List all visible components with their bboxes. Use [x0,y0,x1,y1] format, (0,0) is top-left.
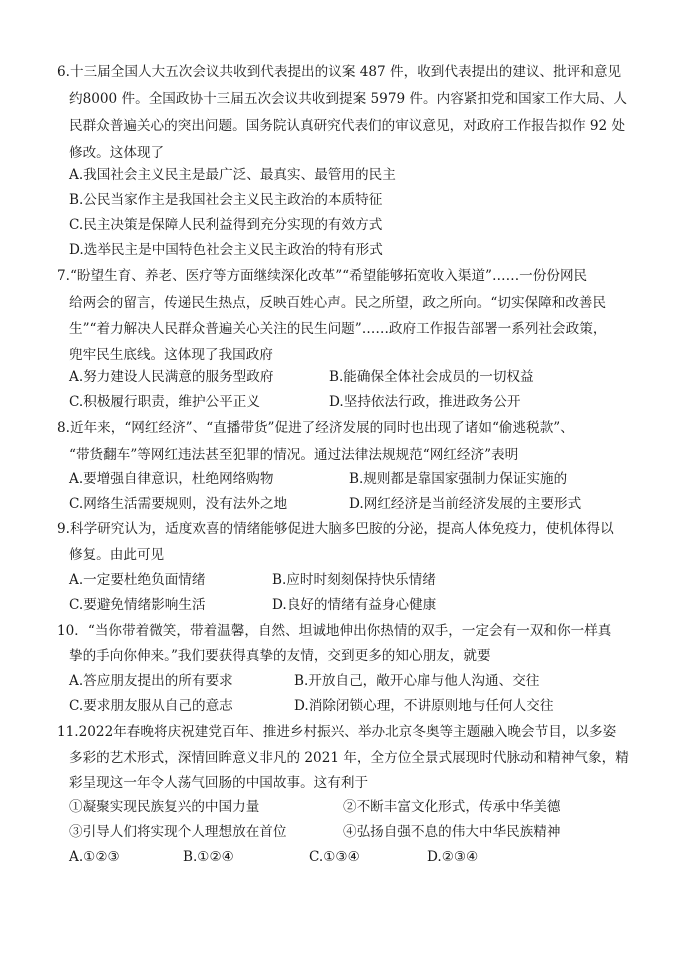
q8-option-a: A.要增强自律意识，杜绝网络购物 [69,471,274,487]
q10-option-a: A.答应朋友提出的所有要求 [69,673,233,689]
q9-stem-line-2: 修复。由此可见 [69,547,165,563]
q8-option-b: B.规则都是靠国家强制力保证实施的 [349,471,568,487]
q6-stem-line-4: 修改。这体现了 [69,145,165,161]
q9-option-b: B.应时时刻刻保持快乐情绪 [272,572,436,588]
q6-option-a: A.我国社会主义民主是最广泛、最真实、最管用的民主 [69,167,396,183]
q9-stem-line-1: 9.科学研究认为，适度欢喜的情绪能够促进大脑多巴胺的分泌，提高人体免疫力，使机体得以 [57,521,614,537]
q11-item-3: ③引导人们将实现个人理想放在首位 [69,824,287,840]
q11-stem-line-2: 多彩的艺术形式，深情回眸意义非凡的 2021 年，全方位全景式展现时代脉动和精神气象，精 [69,750,629,766]
q11-option-a: A.①②③ [69,849,120,865]
q8-stem-line-2: “带货翻车”等网红违法甚至犯罪的情况。通过法律法规规范“网红经济”表明 [69,447,519,463]
q6-stem-line-1: 6.十三届全国人大五次会议共收到代表提出的议案 487 件，收到代表提出的建议、批评和意见 [57,64,622,80]
q10-stem-line-2: 挚的手向你伸来。”我们要获得真挚的友情，交到更多的知心朋友，就要 [69,648,491,664]
q10-stem-line-1: 10．“当你带着微笑，带着温馨，自然、坦诚地伸出你热情的双手，一定会有一双和你一样真 [57,623,612,639]
q7-stem-line-1: 7.“盼望生育、养老、医疗等方面继续深化改革”“希望能够拓宽收入渠道”……一份份网民 [57,268,588,284]
q7-option-c: C.积极履行职责，维护公平正义 [69,394,260,410]
q11-item-2: ②不断丰富文化形式，传承中华美德 [343,799,561,815]
q11-stem-line-3: 彩呈现这一年令人荡气回肠的中国故事。这有利于 [69,775,369,791]
q7-option-a: A.努力建设人民满意的服务型政府 [69,369,274,385]
q10-option-d: D.消除闭锁心理，不讲原则地与任何人交往 [294,698,554,714]
q11-option-b: B.①②④ [183,849,234,865]
q9-option-c: C.要避免情绪影响生活 [69,597,206,613]
q11-item-4: ④弘扬自强不息的伟大中华民族精神 [343,824,561,840]
q6-option-d: D.选举民主是中国特色社会主义民主政治的特有形式 [69,242,383,258]
q9-option-a: A.一定要杜绝负面情绪 [69,572,206,588]
q7-stem-line-2: 给两会的留言，传递民生热点，反映百姓心声。民之所望，政之所向。“切实保障和改善民 [69,295,607,311]
q11-option-c: C.①③④ [309,849,360,865]
q8-option-d: D.网红经济是当前经济发展的主要形式 [349,496,582,512]
q9-option-d: D.良好的情绪有益身心健康 [272,597,437,613]
q11-item-1: ①凝聚实现民族复兴的中国力量 [69,799,260,815]
q7-option-b: B.能确保全体社会成员的一切权益 [329,369,534,385]
q8-stem-line-1: 8.近年来，“网红经济”、“直播带货”促进了经济发展的同时也出现了诸如“偷逃税款”、 [57,420,574,436]
q11-option-d: D.②③④ [427,849,479,865]
q6-stem-line-2: 约8000 件。全国政协十三届五次会议共收到提案 5979 件。内容紧扣党和国家工作大局、人 [69,91,627,107]
q10-option-b: B.开放自己，敞开心扉与他人沟通、交往 [294,673,540,689]
q6-option-b: B.公民当家作主是我国社会主义民主政治的本质特征 [69,192,383,208]
q11-stem-line-1: 11.2022年春晚将庆祝建党百年、推进乡村振兴、举办北京冬奥等主题融入晚会节目，以多姿 [57,724,617,740]
q8-option-c: C.网络生活需要规则，没有法外之地 [69,496,288,512]
q7-stem-line-4: 兜牢民生底线。这体现了我国政府 [69,347,273,363]
q7-option-d: D.坚持依法行政，推进政务公开 [329,394,521,410]
q7-stem-line-3: 生”“着力解决人民群众普遍关心关注的民生问题”……政府工作报告部署一系列社会政策， [69,321,607,337]
q10-option-c: C.要求朋友服从自己的意志 [69,698,233,714]
q6-option-c: C.民主决策是保障人民利益得到充分实现的有效方式 [69,217,383,233]
q6-stem-line-3: 民群众普遍关心的突出问题。国务院认真研究代表们的审议意见，对政府工作报告拟作 92 处 [69,118,626,134]
